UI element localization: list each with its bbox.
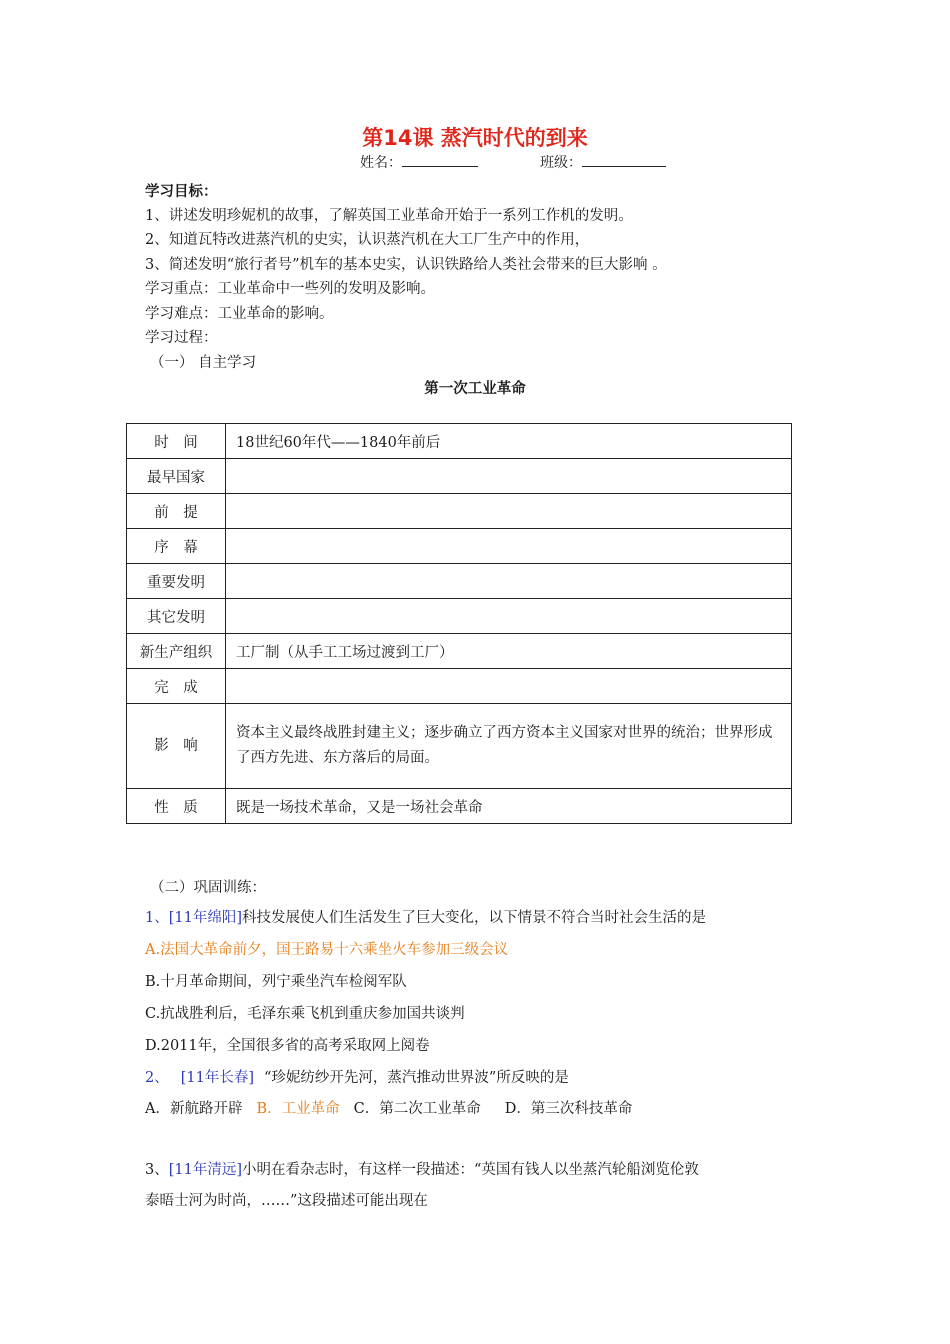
option-c: C.抗战胜利后，毛泽东乘飞机到重庆参加国共谈判: [145, 1006, 465, 1022]
question-source: [11年长春]: [180, 1070, 254, 1086]
option-d: D.2011年，全国很多省的高考采取网上阅卷: [145, 1038, 430, 1054]
table-row: [127, 529, 792, 564]
section-self-study: （一） 自主学习: [150, 355, 257, 371]
goals-heading: 学习目标：: [145, 184, 218, 200]
option-c: C．第二次工业革命: [353, 1101, 481, 1117]
difficulty: 学习难点：工业革命的影响。: [145, 306, 334, 322]
row-value[interactable]: [226, 599, 792, 634]
section-practice: （二）巩固训练：: [150, 880, 266, 896]
question-2-options: [145, 1097, 632, 1118]
question-stem: 科技发展使人们生活发生了巨大变化，以下情景不符合当时社会生活的是: [242, 910, 706, 926]
question-number: 2、: [145, 1070, 169, 1086]
table-row: [127, 424, 792, 459]
page-title: 第14课 蒸汽时代的到来: [362, 126, 588, 150]
table-row: [127, 459, 792, 494]
option-b-correct: B．工业革命: [256, 1101, 340, 1117]
class-field: [540, 152, 666, 172]
table-title: 第一次工业革命: [424, 381, 526, 397]
row-value[interactable]: [226, 459, 792, 494]
table-row: [127, 494, 792, 529]
row-value: 18世纪60年代——1840年前后: [226, 424, 792, 459]
name-blank[interactable]: [402, 152, 478, 167]
row-key: 性 质: [127, 789, 226, 824]
row-value[interactable]: [226, 564, 792, 599]
row-key: 重要发明: [127, 564, 226, 599]
question-number: 3、: [145, 1162, 169, 1178]
key-point: 学习重点：工业革命中一些列的发明及影响。: [145, 281, 435, 297]
row-value: 资本主义最终战胜封建主义；逐步确立了西方资本主义国家对世界的统治；世界形成了西方先进、东方落后的局面。: [226, 704, 792, 789]
row-key: 时 间: [127, 424, 226, 459]
row-value: 既是一场技术革命，又是一场社会革命: [226, 789, 792, 824]
name-field: [360, 152, 478, 172]
name-label: 姓名：: [360, 155, 402, 171]
goal-item: 1、讲述发明珍妮机的故事，了解英国工业革命开始于一系列工作机的发明。: [145, 208, 633, 224]
row-value[interactable]: [226, 669, 792, 704]
row-key: 影 响: [127, 704, 226, 789]
revolution-table: [126, 423, 792, 824]
question-2: [145, 1066, 569, 1087]
row-key: 其它发明: [127, 599, 226, 634]
class-label: 班级：: [540, 155, 582, 171]
table-row: [127, 669, 792, 704]
question-stem: 小明在看杂志时，有这样一段描述：“英国有钱人以坐蒸汽轮船浏览伦敦: [242, 1162, 699, 1178]
row-value[interactable]: [226, 529, 792, 564]
class-blank[interactable]: [582, 152, 666, 167]
question-1: [145, 906, 706, 927]
question-source: [11年清远]: [168, 1162, 242, 1178]
question-3: [145, 1158, 699, 1179]
table-row: [127, 564, 792, 599]
goal-item: 3、简述发明“旅行者号”机车的基本史实，认识铁路给人类社会带来的巨大影响 。: [145, 257, 667, 273]
option-a-correct: A.法国大革命前夕，国王路易十六乘坐火车参加三级会议: [145, 942, 509, 958]
question-3-line2: 泰晤士河为时尚，……”这段描述可能出现在: [145, 1193, 428, 1209]
table-row: [127, 789, 792, 824]
question-source: [11年绵阳]: [168, 910, 242, 926]
row-value: 工厂制（从手工工场过渡到工厂）: [226, 634, 792, 669]
process-heading: 学习过程：: [145, 330, 218, 346]
row-key: 最早国家: [127, 459, 226, 494]
option-b: B.十月革命期间，列宁乘坐汽车检阅军队: [145, 974, 407, 990]
row-key: 完 成: [127, 669, 226, 704]
row-value[interactable]: [226, 494, 792, 529]
table-row: [127, 704, 792, 789]
table-row: [127, 634, 792, 669]
table-row: [127, 599, 792, 634]
goal-item: 2、知道瓦特改进蒸汽机的史实，认识蒸汽机在大工厂生产中的作用，: [145, 232, 590, 248]
row-key: 新生产组织: [127, 634, 226, 669]
row-key: 序 幕: [127, 529, 226, 564]
question-number: 1、: [145, 910, 169, 926]
question-stem: “珍妮纺纱开先河，蒸汽推动世界波”所反映的是: [264, 1070, 569, 1086]
option-a: A．新航路开辟: [145, 1101, 243, 1117]
row-key: 前 提: [127, 494, 226, 529]
option-d: D．第三次科技革命: [504, 1101, 633, 1117]
